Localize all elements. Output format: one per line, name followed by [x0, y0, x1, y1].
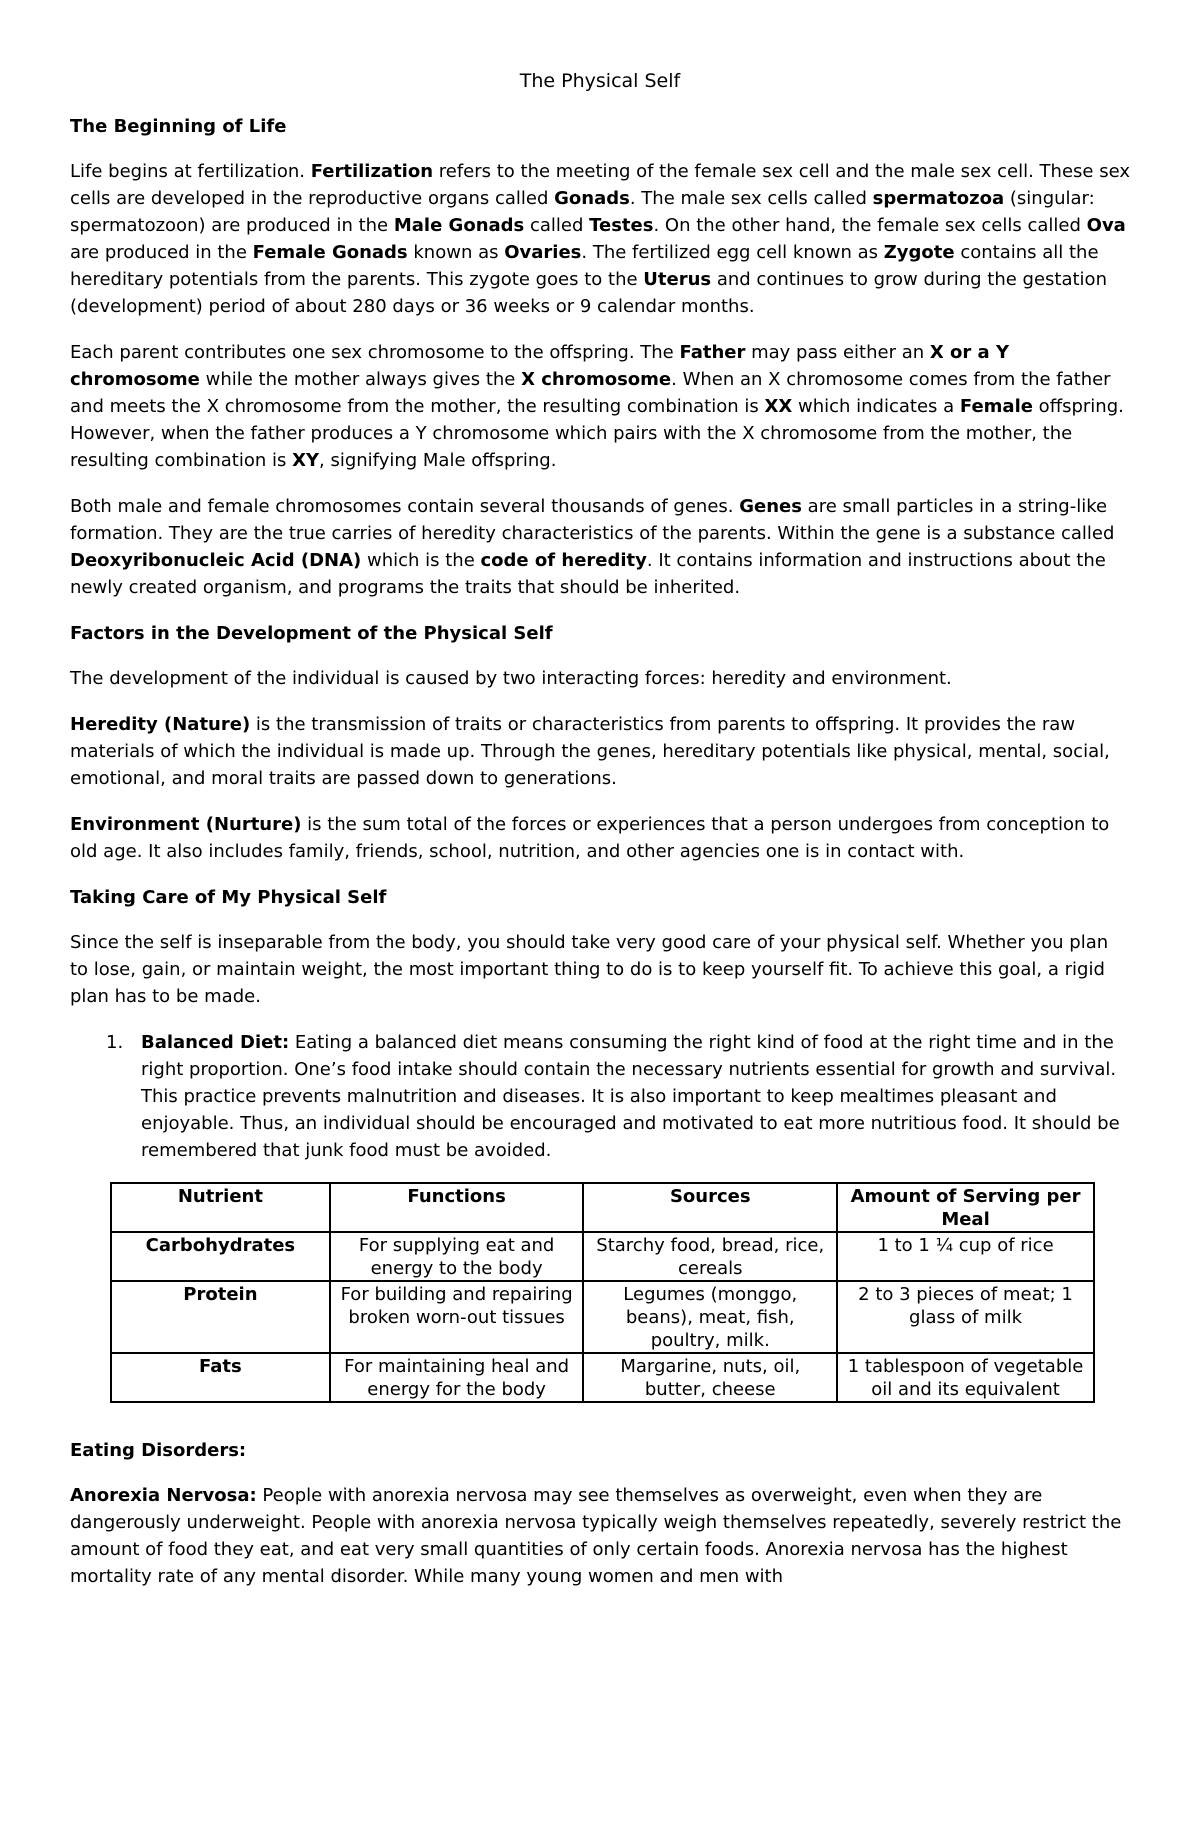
table-header-row: [111, 1183, 1094, 1232]
list-item-label: Balanced Diet:: [141, 1032, 290, 1053]
table-cell: 2 to 3 pieces of meat; 1 glass of milk: [837, 1281, 1094, 1353]
table-cell: For supplying eat and energy to the body: [330, 1232, 584, 1281]
paragraph-environment: Environment (Nurture) is the sum total of the forces or experiences that a person undergoes from conception to old age. It also includes family, friends, school, nutrition, and other agencies one is in contact with.: [70, 814, 1110, 862]
list-number: 1.: [106, 1032, 124, 1053]
table-cell: Fats: [111, 1353, 330, 1402]
document-title: The Physical Self: [519, 70, 681, 92]
spacer: [70, 1403, 1130, 1437]
heading-eating-disorders: Eating Disorders:: [70, 1440, 247, 1461]
table-cell: Protein: [111, 1281, 330, 1353]
table-row: [111, 1353, 1094, 1402]
list-item-text: Eating a balanced diet means consuming the right kind of food at the right time and in the right proportion. One’s food intake should contain the necessary nutrients essential for growth and survival. This practice prevents malnutrition and diseases. It is also important to keep mealtimes pleasant and enjoyable. Thus, an individual should be encouraged and motivated to eat more nutritious food. It should be remembered that junk food must be avoided.: [141, 1032, 1120, 1161]
care-list: [70, 1029, 1130, 1164]
table-header-cell: Sources: [583, 1183, 837, 1232]
paragraph-development-forces: The development of the individual is caused by two interacting forces: heredity and environment.: [70, 668, 952, 689]
table-cell: For maintaining heal and energy for the body: [330, 1353, 584, 1402]
paragraph-genes: Both male and female chromosomes contain several thousands of genes. Genes are small particles in a string-like formation. They are the true carries of heredity characteristics of the parents. Within the gene is a substance called Deoxyribonucleic Acid (DNA) which is the code of heredity. It contains information and instructions about the newly created organism, and programs the traits that should be inherited.: [70, 496, 1115, 598]
paragraph-self-care: Since the self is inseparable from the body, you should take very good care of your physical self. Whether you plan to lose, gain, or maintain weight, the most important thing to do is to keep yourself fit. To achieve this goal, a rigid plan has to be made.: [70, 932, 1109, 1007]
nutrient-table: [110, 1182, 1095, 1403]
table-cell: Legumes (monggo, beans), meat, fish, poultry, milk.: [583, 1281, 837, 1353]
table-row: [111, 1281, 1094, 1353]
table-cell: Starchy food, bread, rice, cereals: [583, 1232, 837, 1281]
paragraph-anorexia: Anorexia Nervosa: People with anorexia nervosa may see themselves as overweight, even when they are dangerously underweight. People with anorexia nervosa typically weigh themselves repeatedly, severely restrict the amount of food they eat, and eat very small quantities of only certain foods. Anorexia nervosa has the highest mortality rate of any mental disorder. While many young women and men with: [70, 1485, 1122, 1587]
table-header-cell: Functions: [330, 1183, 584, 1232]
paragraph-fertilization: Life begins at fertilization. Fertilization refers to the meeting of the female sex cell and the male sex cell. These sex cells are developed in the reproductive organs called Gonads. The male sex cells called spermatozoa (singular: spermatozoon) are produced in the Male Gonads called Testes. On the other hand, the female sex cells called Ova are produced in the Female Gonads known as Ovaries. The fertilized egg cell known as Zygote contains all the hereditary potentials from the parents. This zygote goes to the Uterus and continues to grow during the gestation (development) period of about 280 days or 36 weeks or 9 calendar months.: [70, 161, 1130, 317]
heading-factors-development: Factors in the Development of the Physical Self: [70, 623, 553, 644]
table-cell: Carbohydrates: [111, 1232, 330, 1281]
paragraph-chromosomes: Each parent contributes one sex chromosome to the offspring. The Father may pass either an X or a Y chromosome while the mother always gives the X chromosome. When an X chromosome comes from the father and meets the X chromosome from the mother, the resulting combination is XX which indicates a Female offspring. However, when the father produces a Y chromosome which pairs with the X chromosome from the mother, the resulting combination is XY, signifying Male offspring.: [70, 342, 1124, 471]
table-cell: For building and repairing broken worn-out tissues: [330, 1281, 584, 1353]
table-row: [111, 1232, 1094, 1281]
table-cell: Margarine, nuts, oil, butter, cheese: [583, 1353, 837, 1402]
paragraph-heredity: Heredity (Nature) is the transmission of traits or characteristics from parents to offspring. It provides the raw materials of which the individual is made up. Through the genes, hereditary potentials like physical, mental, social, emotional, and moral traits are passed down to generations.: [70, 714, 1110, 789]
table-header-cell: Amount of Serving per Meal: [837, 1183, 1094, 1232]
table-cell: 1 tablespoon of vegetable oil and its equivalent: [837, 1353, 1094, 1402]
table-cell: 1 to 1 ¼ cup of rice: [837, 1232, 1094, 1281]
table-header-cell: Nutrient: [111, 1183, 330, 1232]
heading-beginning-of-life: The Beginning of Life: [70, 116, 287, 137]
heading-taking-care: Taking Care of My Physical Self: [70, 887, 387, 908]
list-item-balanced-diet: [70, 1029, 1130, 1164]
